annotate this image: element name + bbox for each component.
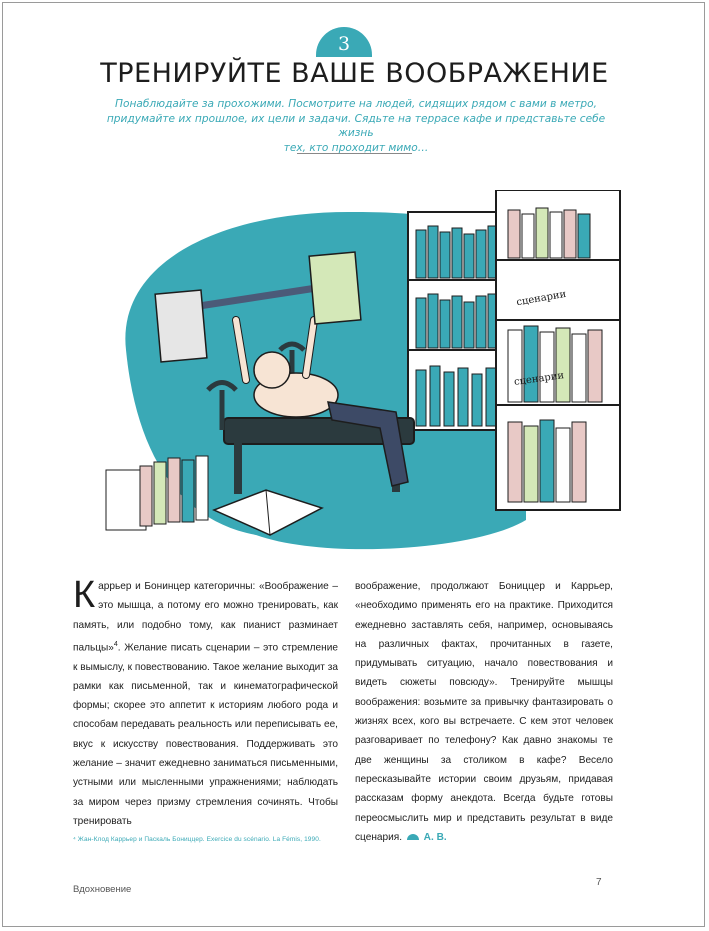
shelf-label: сценарии (513, 370, 565, 389)
article-text: аррьер и Бонинцер категоричны: «Воображение – это мышца, а потому его можно тренировать, как память, или подобно тому, как пианист разминает пальцы» (73, 581, 338, 654)
subtitle (96, 97, 616, 155)
article-text: . Желание писать сценарии – это стремление к вымыслу, к повествованию. Такое желание выходит за рамки как письменной, так и кинематографической формы; скорее это аппетит к историям любого рода и способам передавать реальность или переписывать ее, вкус к искусству повествования. Поддерживать это желание – значит ежедневно заниматься письменными, устными или мысленными упражнениями; наблюдать за миром через призму стремления сочинять. Чтобы тренировать (73, 642, 338, 827)
section-name: Вдохновение (73, 884, 132, 895)
book-weight-left (155, 290, 207, 362)
subtitle-line: Понаблюдайте за прохожими. Посмотрите на людей, сидящих рядом с вами в метро, (115, 98, 597, 110)
gym-bookshelf-illustration (96, 190, 621, 570)
article-column-left (73, 574, 338, 831)
article-text: воображение, продолжают Бониццер и Каррьер, «необходимо применять его на практике. Приходится ежедневно заставлять себя, например, основываясь на различных фактах, прочитанных в газете, придумывать ситуацию, начало повествования и видеть сюжеты повсюду». Тренируйте мышцы воображения: возьмите за привычку фантазировать о жизнях всех, кого вы встречаете. С кем этот человек разговаривает по телефону? Как давно знакомы те две женщины за столиком в кафе? Весело пересказывайте истории своим друзьям, придавая рассказам форму анекдота. Всегда будьте готовы переосмыслить мир и представить результат в виде сценария. (355, 581, 613, 843)
shelf-label: сценарии (515, 288, 568, 309)
end-mark-icon (407, 834, 419, 840)
article-column-right (355, 577, 613, 847)
footnote: ⁴ Жан-Клод Каррьер и Паскаль Бониццер. Exercice du scénario. La Fémis, 1990. (73, 836, 321, 843)
footnote-marker: 4 (113, 640, 118, 648)
page-number: 7 (596, 877, 602, 888)
book-weight-right (309, 252, 361, 324)
drop-cap: К (73, 574, 96, 616)
subtitle-line: придумайте их прошлое, их цели и задачи. Сядьте на террасе кафе и представьте себе жизнь (106, 112, 606, 139)
page-title: ТРЕНИРУЙТЕ ВАШЕ ВООБРАЖЕНИЕ (100, 58, 609, 89)
title-divider (297, 153, 412, 154)
chapter-number: 3 (337, 33, 351, 55)
floor-books (106, 456, 208, 530)
subtitle-line: тех, кто проходит мимо… (283, 141, 429, 154)
author-initials: А. В. (423, 831, 447, 843)
